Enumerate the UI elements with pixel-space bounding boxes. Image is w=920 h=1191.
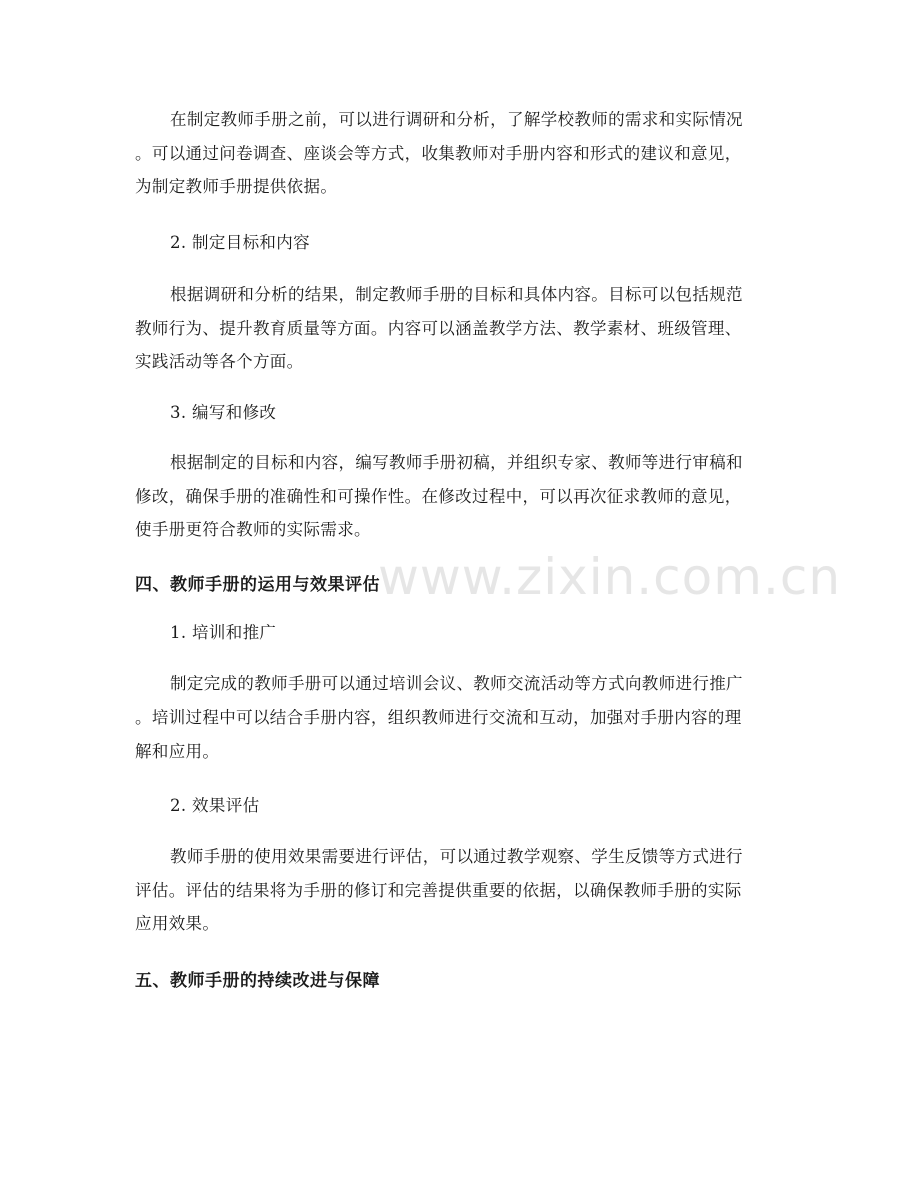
list-item-title: 1. 培训和推广 xyxy=(170,623,277,642)
paragraph-line: 根据调研和分析的结果，制定教师手册的目标和具体内容。目标可以包括规范 xyxy=(170,285,743,304)
list-item-title: 2. 制定目标和内容 xyxy=(170,233,310,252)
paragraph-line: 。培训过程中可以结合手册内容，组织教师进行交流和互动，加强对手册内容的理 xyxy=(135,708,742,727)
watermark-text: www.zixin.com.cn xyxy=(378,548,842,606)
paragraph-line: 解和应用。 xyxy=(135,742,220,761)
paragraph-line: 评估。评估的结果将为手册的修订和完善提供重要的依据，以确保教师手册的实际 xyxy=(135,881,742,900)
section-heading: 四、教师手册的运用与效果评估 xyxy=(135,575,380,595)
section-heading: 五、教师手册的持续改进与保障 xyxy=(135,971,380,991)
list-item-title: 2. 效果评估 xyxy=(170,796,260,815)
paragraph-line: 应用效果。 xyxy=(135,914,220,933)
paragraph-line: 。可以通过问卷调查、座谈会等方式，收集教师对手册内容和形式的建议和意见， xyxy=(135,144,742,163)
paragraph-line: 教师手册的使用效果需要进行评估，可以通过教学观察、学生反馈等方式进行 xyxy=(170,847,743,866)
paragraph-line: 修改，确保手册的准确性和可操作性。在修改过程中，可以再次征求教师的意见， xyxy=(135,487,742,506)
paragraph-line: 制定完成的教师手册可以通过培训会议、教师交流活动等方式向教师进行推广 xyxy=(170,674,743,693)
paragraph-line: 根据制定的目标和内容，编写教师手册初稿，并组织专家、教师等进行审稿和 xyxy=(170,453,743,472)
paragraph-line: 为制定教师手册提供依据。 xyxy=(135,177,338,196)
paragraph-line: 在制定教师手册之前，可以进行调研和分析，了解学校教师的需求和实际情况 xyxy=(170,110,743,129)
paragraph-line: 实践活动等各个方面。 xyxy=(135,352,304,371)
list-item-title: 3. 编写和修改 xyxy=(170,403,277,422)
paragraph-line: 教师行为、提升教育质量等方面。内容可以涵盖教学方法、教学素材、班级管理、 xyxy=(135,319,742,338)
paragraph-line: 使手册更符合教师的实际需求。 xyxy=(135,520,371,539)
